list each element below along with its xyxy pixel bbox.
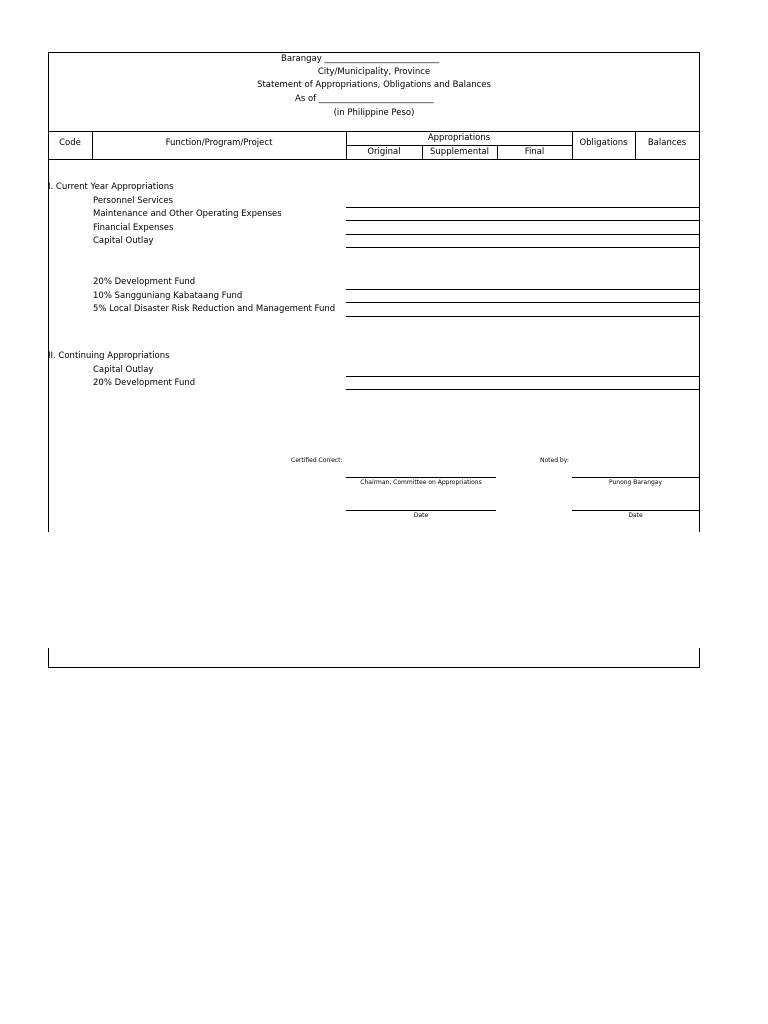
col-header-balances: Balances <box>647 138 687 148</box>
frame-right-border <box>699 52 700 532</box>
punong-barangay-label: Punong Barangay <box>608 479 663 486</box>
col-header-appropriations: Appropriations <box>427 133 491 143</box>
col-header-final: Final <box>524 147 545 157</box>
list-item: Personnel Services <box>93 196 174 206</box>
date-line-left <box>346 510 496 511</box>
amount-line <box>346 316 699 317</box>
date-line-right <box>572 510 699 511</box>
city-province: City/Municipality, Province <box>317 67 431 77</box>
amount-line <box>346 302 699 303</box>
frame-left-border <box>48 52 49 532</box>
frame-bottom-border <box>48 667 700 668</box>
list-item: Maintenance and Other Operating Expenses <box>93 209 282 219</box>
signature-line-punong <box>572 477 699 478</box>
chairman-label: Chairman, Committee on Appropriations <box>360 479 482 486</box>
amount-line <box>346 220 699 221</box>
amount-line <box>346 376 699 377</box>
list-item: Capital Outlay <box>93 236 154 246</box>
frame-left-border-lower <box>48 648 49 668</box>
col-header-original: Original <box>367 147 401 157</box>
amount-line <box>346 389 699 390</box>
as-of-line: As of ___________________________ <box>295 94 434 104</box>
table-header-top-border <box>48 131 700 132</box>
barangay-line: Barangay ___________________________ <box>281 54 440 64</box>
signature-line-chairman <box>346 477 496 478</box>
col-header-code: Code <box>59 138 81 148</box>
col-header-supplemental: Supplemental <box>430 147 489 157</box>
amount-line <box>346 207 699 208</box>
list-item: 10% Sangguniang Kabataang Fund <box>93 291 243 301</box>
date-label-left: Date <box>413 512 429 519</box>
appropriations-subheader-border <box>346 145 572 146</box>
section-title: I. Current Year Appropriations <box>48 182 174 192</box>
list-item: Financial Expenses <box>93 223 174 233</box>
amount-line <box>346 234 699 235</box>
list-item: 20% Development Fund <box>93 277 196 287</box>
frame-top-border <box>48 52 700 53</box>
statement-title: Statement of Appropriations, Obligations and Balances <box>257 80 491 90</box>
frame-right-border-lower <box>699 648 700 668</box>
date-label-right: Date <box>628 512 643 519</box>
col-header-obligations: Obligations <box>579 138 628 148</box>
amount-line <box>346 289 699 290</box>
list-item: 20% Development Fund <box>93 378 196 388</box>
currency-note: (in Philippine Peso) <box>333 108 415 118</box>
section-title: II. Continuing Appropriations <box>48 351 170 361</box>
table-header-bottom-border <box>48 159 700 160</box>
list-item: 5% Local Disaster Risk Reduction and Management Fund <box>93 304 336 314</box>
amount-line <box>346 247 699 248</box>
noted-by-label: Noted by: <box>540 457 569 464</box>
col-header-function: Function/Program/Project <box>165 138 273 148</box>
certified-correct-label: Certified Correct: <box>291 457 343 464</box>
list-item: Capital Outlay <box>93 365 154 375</box>
